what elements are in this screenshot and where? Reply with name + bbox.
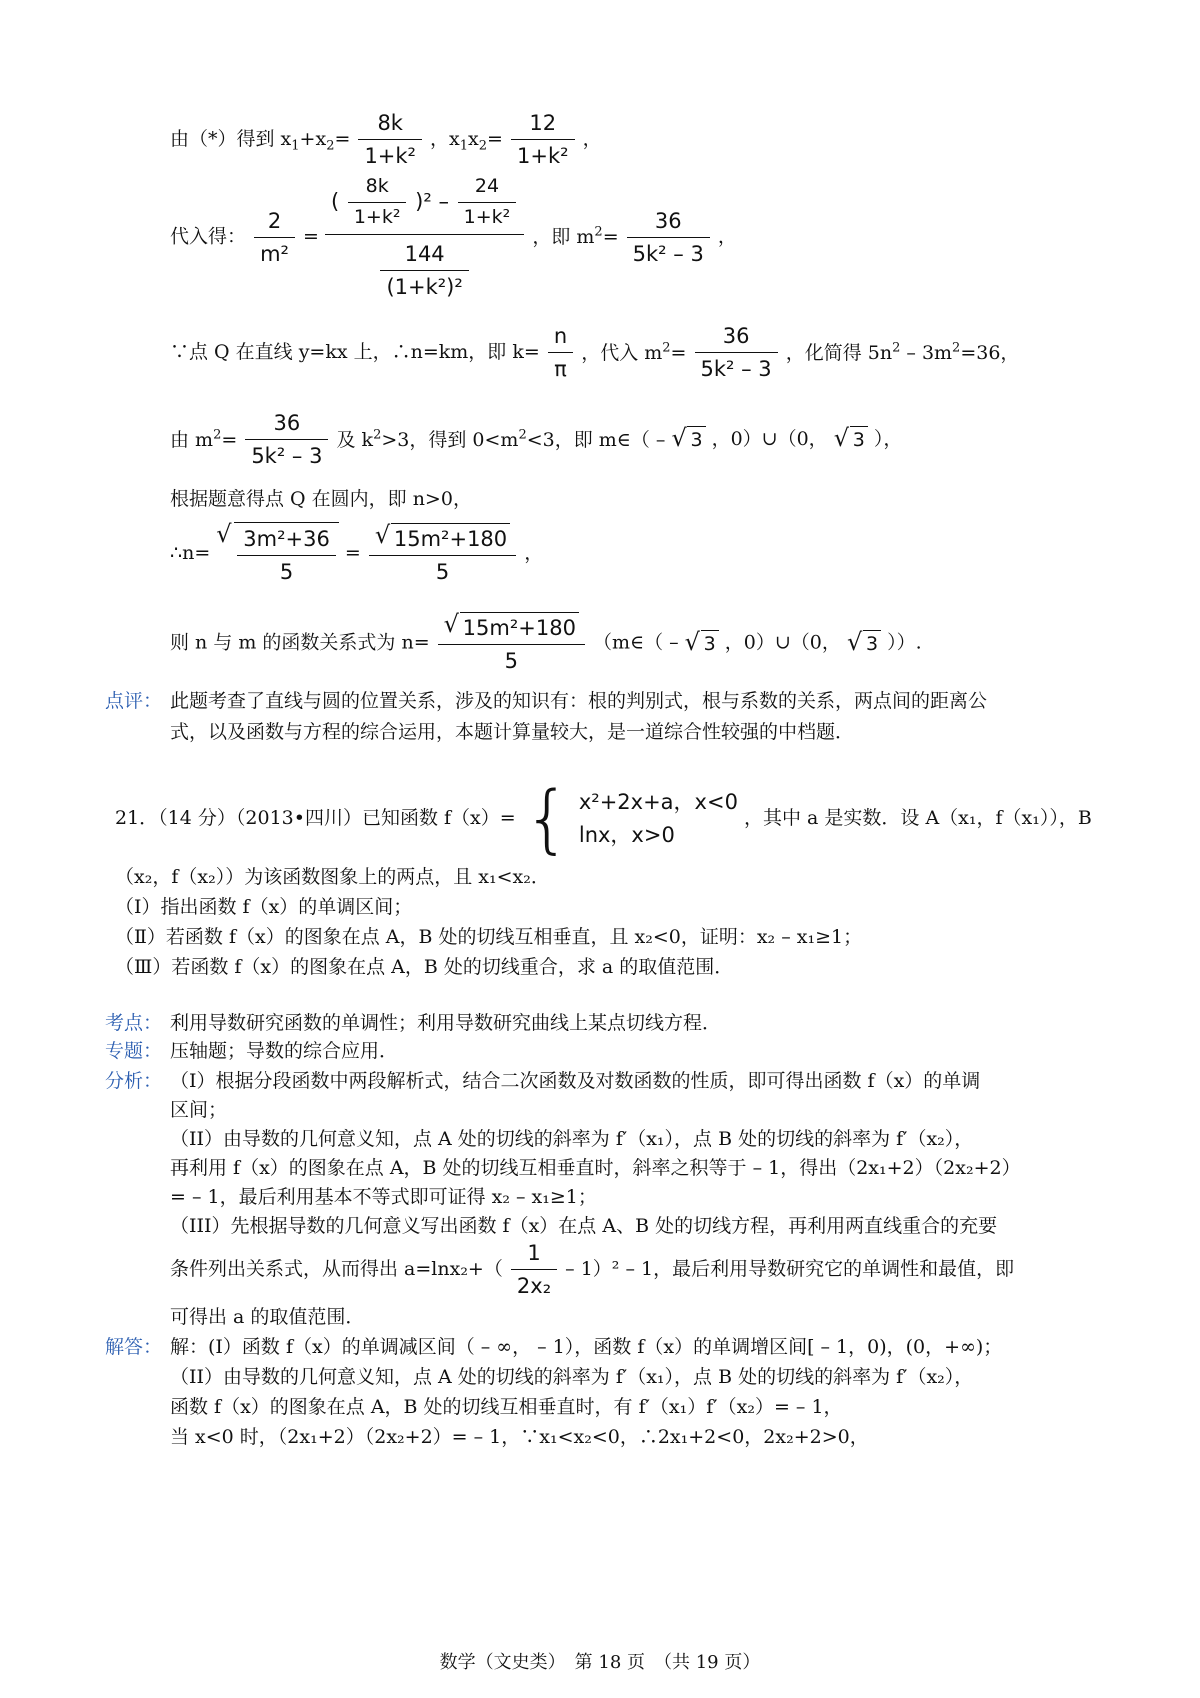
sqrt: √ 3 bbox=[834, 426, 868, 453]
question-21-part-2: （Ⅱ）若函数 f（x）的图象在点 A，B 处的切线互相垂直，且 x₂<0，证明：x₂ – x₁≥1； bbox=[115, 926, 863, 948]
fenxi-line-2: 区间； bbox=[170, 1099, 228, 1121]
fraction: $\frac{1}{\text{2x₂}}$ bbox=[511, 1240, 557, 1300]
fenxi-line-4: 再利用 f（x）的图象在点 A，B 处的切线互相垂直时，斜率之积等于 – 1，得出（2x₁+2）（2x₂+2） bbox=[170, 1157, 1021, 1179]
fenxi-label: 分析： bbox=[105, 1070, 163, 1092]
sqrt: √ 3 bbox=[685, 630, 719, 657]
eq-line-2: 代入得： $\frac{2}{\text{m²}}$ = ( $\frac{8k}{\text{1+k²}}$ )² – $\frac{24}{\text{1+k²}}$ $\frac{144}{\text{(1+k²)²}}$ ，即 $m^2=$ $\frac{36}{\text{5k² – 3}}$ ， bbox=[170, 175, 737, 299]
fraction: $\frac{36}{\text{5k² – 3}}$ bbox=[695, 323, 778, 383]
pingyu-line-1: 此题考查了直线与圆的位置关系，涉及的知识有：根的判别式，根与系数的关系，两点间的距离公 bbox=[170, 690, 988, 712]
pingyu-line-2: 式，以及函数与方程的综合运用，本题计算量较大，是一道综合性较强的中档题． bbox=[170, 721, 855, 743]
kaodian-text: 利用导数研究函数的单调性；利用导数研究曲线上某点切线方程． bbox=[170, 1012, 722, 1034]
piecewise-brace: { bbox=[523, 776, 571, 862]
question-21-part-3: （Ⅲ）若函数 f（x）的图象在点 A，B 处的切线重合，求 a 的取值范围． bbox=[115, 956, 734, 978]
question-21-line-2: （x₂，f（x₂））为该函数图象上的两点，且 x₁<x₂． bbox=[115, 866, 550, 888]
zhuanti-label: 专题： bbox=[105, 1040, 163, 1062]
sqrt: √ 3 bbox=[671, 426, 705, 453]
eq-line-6: ∴n= √ $\frac{\text{3m²+36}}{5}$ = √ $\frac{\text{15m²+180}}{5}$ ， bbox=[170, 522, 543, 586]
fraction: $\frac{12}{\text{1+k²}}$ bbox=[511, 110, 575, 170]
fenxi-line-1: （I）根据分段函数中两段解析式，结合二次函数及对数函数的性质，即可得出函数 f（x）的单调 bbox=[170, 1070, 981, 1092]
page-footer: 数学（文史类） 第 18 页 （共 19 页） bbox=[439, 1652, 761, 1673]
fenxi-line-7: 条件列出关系式，从而得出 a=lnx₂+（ $\frac{1}{\text{2x₂}}$ – 1）² – 1，最后利用导数研究它的单调性和最值，即 bbox=[170, 1241, 1015, 1299]
eq-line-7: 则 n 与 m 的函数关系式为 n= √ $\frac{\text{15m²+180}}{5}$ （m∈（ – √ 3 ，0）∪（0， √ 3 ））. bbox=[170, 612, 922, 675]
pingyu-label: 点评： bbox=[105, 690, 163, 712]
sqrt: √ 3 bbox=[847, 630, 881, 657]
fenxi-line-6: （III）先根据导数的几何意义写出函数 f（x）在点 A、B 处的切线方程，再利用两直线重合的充要 bbox=[170, 1215, 998, 1237]
fraction: $\frac{8k}{\text{1+k²}}$ bbox=[358, 110, 422, 170]
question-21-part-1: （Ⅰ）指出函数 f（x）的单调区间； bbox=[115, 896, 413, 918]
fenxi-line-8: 可得出 a 的取值范围． bbox=[170, 1306, 365, 1328]
eq-line-4: 由 $m^2=$ $\frac{36}{\text{5k² – 3}}$ 及 $k^2>3$，得到 $0<m^2<3$，即 m∈（ – √ 3 ，0）∪（0， √ 3 ）， bbox=[170, 410, 902, 470]
question-21-header: 21．（14 分）（2013•四川）已知函数 f（x）= { x²+2x+a，x<0 lnx，x>0 ，其中 a 是实数．设 A（x₁，f（x₁）），B bbox=[115, 776, 1092, 862]
sqrt: √ $\frac{\text{3m²+36}}{5}$ bbox=[216, 522, 339, 586]
fraction: $\frac{2}{\text{m²}}$ bbox=[254, 208, 295, 268]
fraction: √ $\frac{\text{15m²+180}}{5}$ bbox=[438, 612, 585, 675]
text-line-5: 根据题意得点 Q 在圆内，即 n>0， bbox=[170, 488, 472, 510]
jieda-line-3: 函数 f（x）的图象在点 A，B 处的切线互相垂直时，有 f′（x₁）f′（x₂）= – 1， bbox=[170, 1396, 843, 1418]
fraction: $\frac{n}{\pi}$ bbox=[548, 323, 573, 383]
fraction: √ $\frac{\text{15m²+180}}{5}$ bbox=[369, 523, 516, 586]
piecewise-cases: x²+2x+a，x<0 lnx，x>0 bbox=[578, 790, 738, 847]
fenxi-line-5: = – 1，最后利用基本不等式即可证得 x₂ – x₁≥1； bbox=[170, 1186, 597, 1208]
eq-line-3: ∵点 Q 在直线 y=kx 上，∴n=km，即 k= $\frac{n}{\pi}$ ，代入 $m^2=$ $\frac{36}{\text{5k² – 3}}$ ，化简得 $5n^2 - 3m^2=36$， bbox=[170, 324, 1020, 382]
fenxi-line-3: （II）由导数的几何意义知，点 A 处的切线的斜率为 f′（x₁），点 B 处的切线的斜率为 f′（x₂）， bbox=[170, 1128, 974, 1150]
fraction: $\frac{36}{\text{5k² – 3}}$ bbox=[245, 410, 328, 470]
zhuanti-text: 压轴题；导数的综合应用． bbox=[170, 1040, 399, 1062]
eq-line-1: 由（*）得到 $x_1+x_2=$ $\frac{8k}{\text{1+k²}}$ ，$x_1x_2=$ $\frac{12}{\text{1+k²}}$ ， bbox=[170, 111, 602, 169]
jieda-line-1: 解：(I）函数 f（x）的单调减区间（ – ∞， – 1），函数 f（x）的单调增区间[ – 1，0)，(0，+∞)； bbox=[170, 1336, 1003, 1358]
kaodian-label: 考点： bbox=[105, 1012, 163, 1034]
compound-fraction: ( $\frac{8k}{\text{1+k²}}$ )² – $\frac{24}{\text{1+k²}}$ $\frac{144}{\text{(1+k²)²}}$ bbox=[325, 175, 524, 300]
jieda-line-2: （II）由导数的几何意义知，点 A 处的切线的斜率为 f′（x₁），点 B 处的切线的斜率为 f′（x₂）， bbox=[170, 1366, 974, 1388]
jieda-line-4: 当 x<0 时，（2x₁+2）（2x₂+2）= – 1，∵x₁<x₂<0，∴2x₁+2<0，2x₂+2>0， bbox=[170, 1426, 869, 1448]
fraction: $\frac{36}{\text{5k² – 3}}$ bbox=[627, 208, 710, 268]
jieda-label: 解答： bbox=[105, 1336, 163, 1358]
